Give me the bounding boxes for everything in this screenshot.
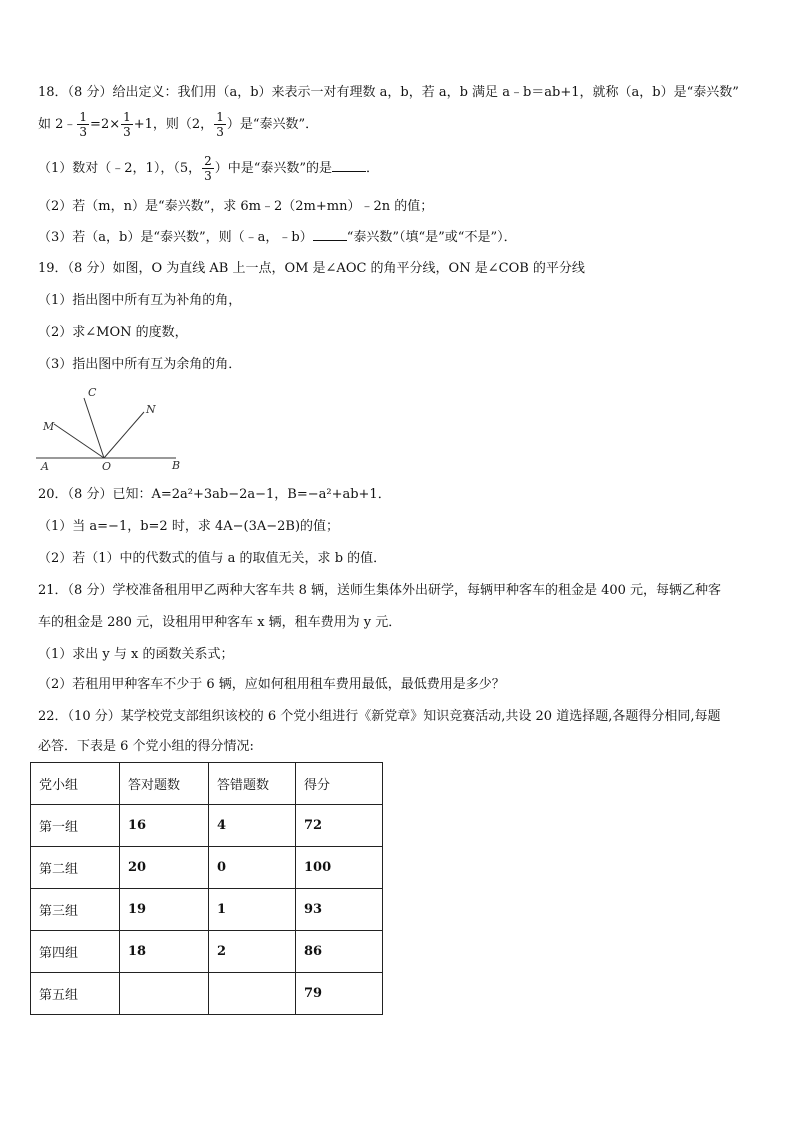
table-cell-group: 第一组 — [31, 805, 120, 847]
fraction-denominator: 3 — [79, 125, 88, 139]
table-row — [31, 805, 383, 847]
q18-part1-fraction — [202, 154, 214, 183]
ray-om — [54, 424, 104, 458]
table-cell-wrong: 4 — [209, 805, 296, 847]
ray-oc — [84, 398, 104, 458]
ray-on — [104, 412, 144, 458]
label-b: B — [172, 459, 181, 472]
q21-part1: （1）求出 y 与 x 的函数关系式； — [38, 647, 234, 662]
label-a: A — [41, 460, 49, 473]
fraction-numerator: 1 — [123, 110, 131, 124]
q18-part1-text: （1）数对（﹣2，1），（5， — [38, 161, 202, 176]
table-cell-correct: 16 — [120, 805, 209, 847]
table-cell-group: 第四组 — [31, 931, 120, 973]
fraction-denominator: 3 — [123, 125, 131, 139]
table-cell-score: 72 — [296, 805, 383, 847]
table-cell-correct: 20 — [120, 847, 209, 889]
table-cell-wrong: 1 — [209, 889, 296, 931]
fraction-numerator: 1 — [216, 110, 224, 124]
label-o: O — [102, 460, 112, 473]
table-row — [31, 931, 383, 973]
table-cell-correct: 19 — [120, 889, 209, 931]
q18-example-mid: =2× — [90, 117, 121, 132]
table-row — [31, 847, 383, 889]
label-c: C — [88, 386, 97, 399]
q19-part3: （3）指出图中所有互为余角的角． — [38, 357, 242, 372]
table-row — [31, 973, 383, 1015]
q18-example-post: +1，则（2， — [133, 117, 214, 132]
table-header-cell: 得分 — [296, 763, 383, 805]
table-cell-score: 86 — [296, 931, 383, 973]
q20-part1: （1）当 a=−1，b=2 时，求 4A−(3A−2B)的值； — [38, 519, 340, 534]
q18-fraction-1 — [77, 110, 89, 139]
table-cell-group: 第三组 — [31, 889, 120, 931]
q18-fraction-2 — [121, 110, 133, 139]
fraction-denominator: 3 — [204, 169, 212, 183]
label-m: M — [43, 420, 55, 433]
angle-diagram — [36, 380, 196, 475]
q18-part2: （2）若（m，n）是“泰兴数”，求 6m﹣2（2m+mn）﹣2n 的值； — [38, 199, 434, 214]
q18-part3-text: （3）若（a，b）是“泰兴数”，则（﹣a，﹣b） — [38, 230, 313, 245]
q18-example-pre: 如 2﹣ — [38, 117, 77, 132]
table-cell-group: 第五组 — [31, 973, 120, 1015]
q22-stem-line2: 必答．下表是 6 个党小组的得分情况: — [38, 739, 254, 754]
answer-blank — [313, 228, 347, 241]
table-header-cell: 答对题数 — [120, 763, 209, 805]
q18-part1-text-2: ）中是“泰兴数”的是 — [214, 161, 333, 176]
table-header-cell: 党小组 — [31, 763, 120, 805]
q18-part3-text-2: “泰兴数”（填“是”或“不是”）． — [346, 230, 517, 245]
fraction-denominator: 3 — [216, 125, 224, 139]
q22-stem-line1: 22．（10 分）某学校党支部组织该校的 6 个党小组进行《新党章》知识竞赛活动,共设 20 道选择题,各题得分相同,每题 — [38, 709, 721, 724]
q18-stem: 18．（8 分）给出定义：我们用（a，b）来表示一对有理数 a，b，若 a，b 满足 a﹣b＝ab+1，就称（a，b）是“泰兴数” — [38, 85, 739, 100]
q19-part1: （1）指出图中所有互为补角的角， — [38, 293, 242, 308]
q18-part3 — [38, 228, 517, 247]
table-cell-wrong — [209, 973, 296, 1015]
q19-stem: 19．（8 分）如图，O 为直线 AB 上一点，OM 是∠AOC 的角平分线，ON 是∠COB 的平分线 — [38, 261, 585, 276]
q20-stem: 20．（8 分）已知：A=2a²+3ab−2a−1，B=−a²+ab+1． — [38, 487, 391, 502]
table-cell-score: 79 — [296, 973, 383, 1015]
q18-fraction-3 — [214, 110, 226, 139]
q20-part2: （2）若（1）中的代数式的值与 a 的取值无关，求 b 的值． — [38, 551, 387, 566]
table-header-cell: 答错题数 — [209, 763, 296, 805]
table-row — [31, 889, 383, 931]
q19-part2: （2）求∠MON 的度数， — [38, 325, 188, 340]
table-cell-score: 100 — [296, 847, 383, 889]
q18-part1-end: ． — [366, 161, 380, 176]
table-cell-group: 第二组 — [31, 847, 120, 889]
q21-stem-line2: 车的租金是 280 元，设租用甲种客车 x 辆，租车费用为 y 元． — [38, 615, 402, 630]
table-cell-correct — [120, 973, 209, 1015]
table-cell-wrong: 0 — [209, 847, 296, 889]
score-table — [30, 762, 383, 1015]
label-n: N — [146, 403, 156, 416]
table-cell-wrong: 2 — [209, 931, 296, 973]
q18-part1 — [38, 152, 379, 186]
q21-part2: （2）若租用甲种客车不少于 6 辆，应如何租用租车费用最低，最低费用是多少？ — [38, 677, 505, 692]
table-cell-correct: 18 — [120, 931, 209, 973]
answer-blank — [332, 159, 366, 172]
table-cell-score: 93 — [296, 889, 383, 931]
q18-example-end: ）是“泰兴数”． — [226, 117, 319, 132]
q18-example — [38, 108, 318, 142]
fraction-numerator: 2 — [204, 154, 212, 168]
fraction-numerator: 1 — [79, 110, 88, 124]
table-header-row — [31, 763, 383, 805]
q21-stem-line1: 21．（8 分）学校准备租用甲乙两种大客车共 8 辆，送师生集体外出研学，每辆甲种客车的租金是 400 元，每辆乙种客 — [38, 583, 722, 598]
